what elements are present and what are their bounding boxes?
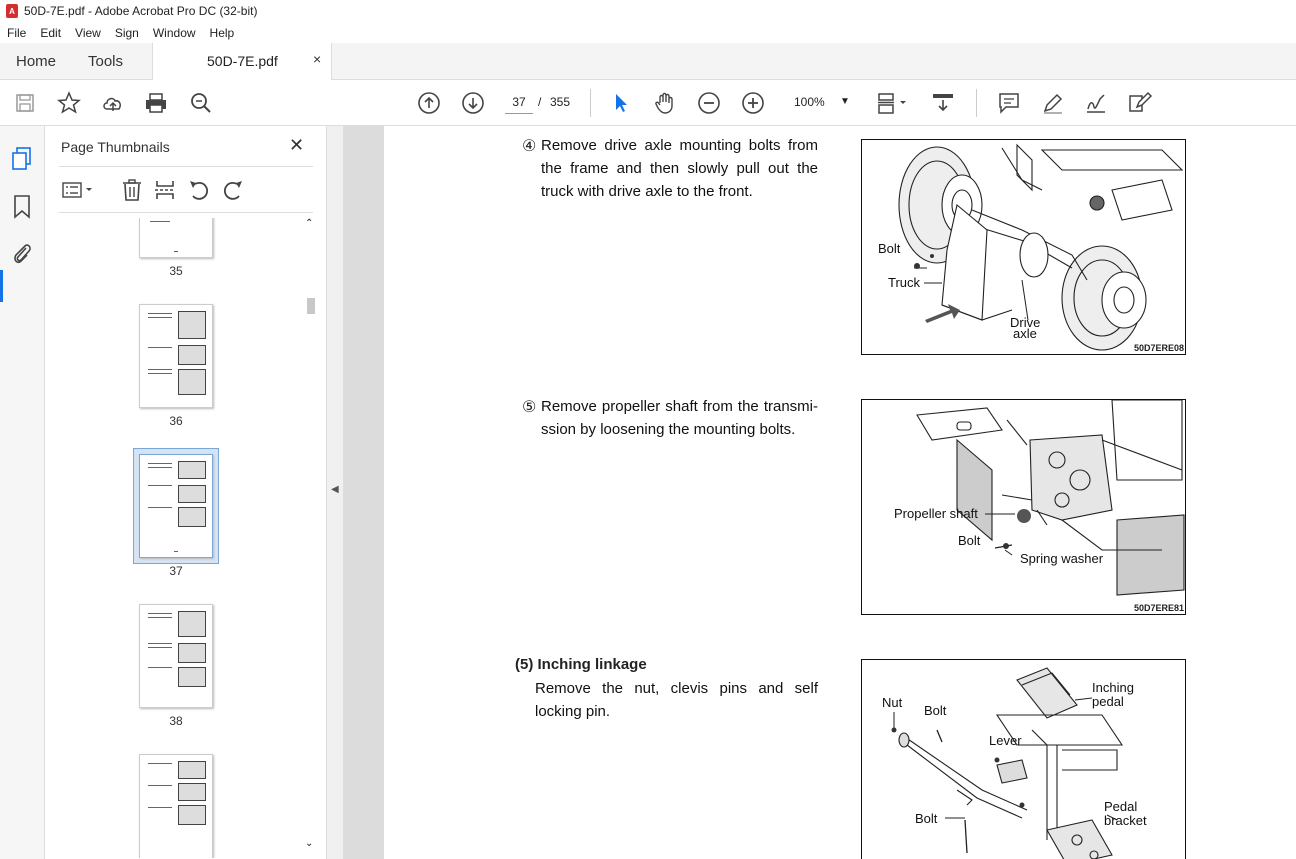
label-bolt: Bolt — [924, 703, 947, 718]
figure-drive-axle — [861, 139, 1186, 355]
scroll-up-icon[interactable]: ⌃ — [305, 218, 314, 229]
page-number-input[interactable]: 37 — [505, 90, 533, 114]
rail-active-indicator — [0, 270, 3, 302]
label-pedal: pedal — [1092, 694, 1124, 709]
title-bar — [0, 0, 1296, 22]
scroll-mode-icon[interactable] — [930, 90, 956, 116]
thumbnail-scrollbar[interactable] — [303, 218, 317, 858]
thumbnail-label: 37 — [169, 564, 183, 578]
label-pedal-bracket-1: Pedal — [1104, 799, 1138, 814]
find-zoom-icon[interactable] — [188, 90, 214, 116]
page-thumbnails-panel — [45, 126, 327, 859]
collapse-panel-icon[interactable]: ◀ — [331, 484, 339, 495]
print-icon[interactable] — [143, 90, 169, 116]
page-total: 355 — [550, 95, 571, 109]
next-page-icon[interactable] — [460, 90, 486, 116]
tab-tools[interactable]: Tools — [88, 53, 124, 70]
acrobat-app-icon: A — [6, 4, 18, 18]
scroll-down-icon[interactable]: ⌄ — [305, 838, 314, 849]
inching-linkage-illustration — [862, 660, 1185, 859]
menu-sign[interactable]: Sign — [114, 25, 139, 40]
extract-pages-icon[interactable] — [153, 178, 177, 205]
edit-pdf-icon[interactable] — [1127, 90, 1153, 116]
save-icon[interactable] — [12, 90, 38, 116]
bookmarks-icon[interactable] — [12, 194, 32, 223]
menu-view[interactable]: View — [75, 25, 101, 40]
label-propeller-shaft: Propeller shaft — [894, 506, 978, 521]
panel-collapse-handle[interactable] — [327, 126, 344, 859]
section-title: (5) Inching linkage — [515, 656, 647, 673]
menu-window[interactable]: Window — [152, 25, 196, 40]
menu-help[interactable]: Help — [209, 25, 235, 40]
page-thumbnail[interactable] — [139, 218, 213, 258]
navigation-rail — [0, 126, 45, 859]
label-bolt: Bolt — [878, 241, 901, 256]
comment-icon[interactable] — [996, 90, 1022, 116]
tab-home[interactable]: Home — [16, 53, 57, 70]
menu-edit[interactable]: Edit — [40, 25, 62, 40]
figure-inching-linkage — [861, 659, 1186, 859]
label-axle: axle — [1013, 326, 1037, 341]
menu-file[interactable]: File — [7, 25, 27, 40]
attachments-icon[interactable] — [11, 240, 33, 269]
upload-cloud-icon[interactable] — [100, 90, 126, 116]
figure-id: 50D7ERE81 — [1134, 603, 1185, 613]
select-cursor-icon[interactable] — [608, 90, 634, 116]
bookmark-star-icon[interactable] — [56, 90, 82, 116]
zoom-level-value: 100% — [794, 95, 825, 109]
zoom-out-icon[interactable] — [696, 90, 722, 116]
hand-tool-icon[interactable] — [652, 90, 678, 116]
delete-pages-icon[interactable] — [120, 178, 144, 205]
tab-bar — [0, 43, 1296, 80]
page-display-icon[interactable] — [874, 90, 914, 116]
chevron-down-icon: ▼ — [840, 96, 850, 107]
panel-title: Page Thumbnails — [61, 139, 170, 155]
previous-page-icon[interactable] — [416, 90, 442, 116]
step-marker: ④ — [522, 138, 537, 155]
zoom-level-select[interactable] — [784, 90, 856, 114]
label-bolt: Bolt — [915, 811, 938, 826]
label-drive: Drive — [1010, 315, 1041, 330]
menu-bar — [0, 22, 1296, 43]
label-bolt: Bolt — [958, 533, 981, 548]
window-title: 50D-7E.pdf - Adobe Acrobat Pro DC (32-bit) — [24, 4, 258, 18]
page-thumbnail-selected[interactable] — [139, 454, 213, 558]
page-separator: / — [538, 95, 542, 109]
step-5-text: Remove propeller shaft from the transmi-ssion by loosening the mounting bolts. — [541, 398, 818, 438]
panel-divider — [59, 166, 313, 167]
label-pedal-bracket-2: bracket — [1104, 813, 1147, 828]
highlight-pen-icon[interactable] — [1040, 90, 1066, 116]
figure-id: 50D7ERE08 — [1134, 343, 1185, 353]
thumbnail-list[interactable] — [59, 218, 309, 858]
page-thumbnail[interactable] — [139, 304, 213, 408]
close-panel-icon[interactable]: ✕ — [289, 135, 305, 155]
rotate-counterclockwise-icon[interactable] — [187, 178, 211, 205]
rotate-clockwise-icon[interactable] — [221, 178, 245, 205]
thumbnail-label: 36 — [169, 414, 183, 428]
sign-icon[interactable] — [1083, 90, 1109, 116]
label-nut: Nut — [882, 695, 903, 710]
toolbar-divider — [590, 89, 591, 117]
panel-divider — [59, 212, 313, 213]
label-truck: Truck — [888, 275, 921, 290]
tab-document[interactable] — [152, 43, 332, 80]
page-thumbnails-icon[interactable] — [10, 146, 34, 175]
scrollbar-thumb[interactable] — [307, 298, 315, 314]
step-4-text: Remove drive axle mounting bolts from the frame and then slowly pull out the truck with drive axle to the front. — [541, 137, 818, 200]
thumbnail-label: 38 — [169, 714, 183, 728]
label-lever: Lever — [989, 733, 1022, 748]
toolbar-divider — [976, 89, 977, 117]
tab-document-label: 50D-7E.pdf — [207, 53, 278, 69]
close-tab-icon[interactable]: × — [313, 51, 322, 67]
document-viewer[interactable] — [344, 126, 1296, 859]
pdf-page — [384, 126, 1296, 859]
page-thumbnail[interactable] — [139, 604, 213, 708]
thumbnail-options-icon[interactable] — [61, 178, 97, 205]
thumbnail-label: 35 — [169, 264, 183, 278]
label-inching: Inching — [1092, 680, 1134, 695]
label-spring-washer: Spring washer — [1020, 551, 1104, 566]
section-5-text: Remove the nut, clevis pins and self locking pin. — [535, 680, 818, 720]
step-marker: ⑤ — [522, 399, 537, 416]
figure-propeller-shaft — [861, 399, 1186, 615]
zoom-in-icon[interactable] — [740, 90, 766, 116]
page-thumbnail[interactable] — [139, 754, 213, 858]
